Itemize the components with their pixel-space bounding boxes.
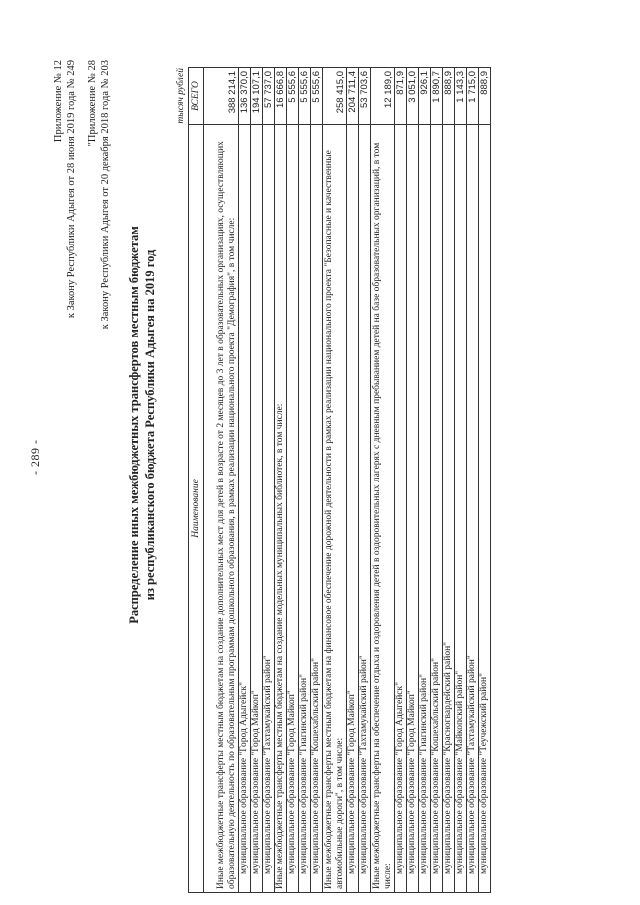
table-body [204, 68, 491, 893]
table-row [395, 68, 407, 893]
table-row [263, 68, 275, 893]
row-value: 204 711,4 [347, 68, 359, 125]
table-row [371, 68, 395, 893]
table-row [419, 68, 431, 893]
row-name: муниципальное образование "Тахтамукайский район" [467, 125, 479, 893]
row-value: 194 107,1 [251, 68, 263, 125]
row-value: 926,1 [419, 68, 431, 125]
row-value: 5 555,6 [299, 68, 311, 125]
table-row [299, 68, 311, 893]
row-name: муниципальное образование "Теучежский район" [479, 125, 491, 893]
row-name: муниципальное образование "Тахтамукайский район" [359, 125, 371, 893]
row-name: муниципальное образование "Город Майкоп" [347, 125, 359, 893]
table-row [311, 68, 323, 893]
row-value: 5 555,6 [311, 68, 323, 125]
table-row [455, 68, 467, 893]
table-row [239, 68, 251, 893]
row-value: 258 415,0 [323, 68, 347, 125]
table-row [347, 68, 359, 893]
row-name: муниципальное образование "Кошехабльский район" [431, 125, 443, 893]
table-header-row [189, 68, 204, 893]
row-name: муниципальное образование "Город Майкоп" [287, 125, 299, 893]
table-row [287, 68, 299, 893]
title-line-1: Распределение иных межбюджетных трансфертов местным бюджетам [127, 226, 141, 624]
table-row [479, 68, 491, 893]
row-name: муниципальное образование "Красногвардейский район" [443, 125, 455, 893]
row-name: Иные межбюджетные трансферты местным бюджетам на создание модельных муниципальных библиотек, в том числе: [275, 125, 287, 893]
row-value: 5 555,6 [287, 68, 299, 125]
row-name: муниципальное образование "Гиагинский район" [419, 125, 431, 893]
row-value: 1 715,0 [467, 68, 479, 125]
row-name: муниципальное образование "Кошехабльский район" [311, 125, 323, 893]
row-value: 57 737,0 [263, 68, 275, 125]
row-name: муниципальное образование "Город Майкоп" [251, 125, 263, 893]
row-name: муниципальное образование "Город Майкоп" [407, 125, 419, 893]
row-name: муниципальное образование "Майкопский район" [455, 125, 467, 893]
row-value: 871,9 [395, 68, 407, 125]
row-value: 888,9 [443, 68, 455, 125]
row-value: 16 666,8 [275, 68, 287, 125]
page-number: - 289 - [28, 439, 42, 475]
document-title [126, 165, 158, 685]
row-name: муниципальное образование "Город Адыгейск" [395, 125, 407, 893]
row-value: 1 143,3 [455, 68, 467, 125]
annex-line-4: к Закону Республики Адыгея от 20 декабря 2018 года № 203 [100, 60, 111, 330]
row-name: муниципальное образование "Гиагинский район" [299, 125, 311, 893]
row-value: 3 051,0 [407, 68, 419, 125]
transfers-table [188, 67, 491, 893]
row-value: 136 370,0 [239, 68, 251, 125]
row-name: Иные межбюджетные трансферты на обеспечение отдыха и оздоровления детей в оздоровительных лагерях с дневным пребыванием детей на базе образовательных организаций, в том числе: [371, 125, 395, 893]
annex-line-3: "Приложение № 28 [87, 60, 98, 147]
row-name: Иные межбюджетные трансферты местным бюджетам на создание дополнительных мест для детей в возрасте от 2 месяцев до 3 лет в образовательных организациях, осуществляющих образовательную деятельность по образовательным программам дошкольного образования, в рамках реализации национального проекта "Демография", в том числе: [204, 125, 239, 893]
row-name: муниципальное образование "Город Адыгейск" [239, 125, 251, 893]
row-name: муниципальное образование "Тахтамукайский район" [263, 125, 275, 893]
table-row [251, 68, 263, 893]
row-value: 12 189,0 [371, 68, 395, 125]
table-row [275, 68, 287, 893]
units-label: тысяч рублей [176, 68, 186, 124]
title-line-2: из республиканского бюджета Республики Адыгея на 2019 год [143, 249, 157, 601]
annex-line-2: к Закону Республики Адыгея от 28 июня 2019 года № 249 [66, 60, 77, 319]
row-name: Иные межбюджетные трансферты местным бюджетам на финансовое обеспечение дорожной деятельности в рамках реализации национального проекта "Безопасные и качественные автомобильные дороги", в том числе: [323, 125, 347, 893]
annex-header-current [52, 60, 78, 480]
table-row [467, 68, 479, 893]
table-row [443, 68, 455, 893]
row-value: 53 703,6 [359, 68, 371, 125]
row-value: 388 214,1 [204, 68, 239, 125]
table-row [323, 68, 347, 893]
header-name: Наименование [189, 125, 204, 893]
row-value: 888,9 [479, 68, 491, 125]
table-row [407, 68, 419, 893]
row-value: 1 890,7 [431, 68, 443, 125]
header-total: ВСЕГО [189, 68, 204, 125]
table-row [204, 68, 239, 893]
annex-line-1: Приложение № 12 [53, 60, 64, 143]
table-row [359, 68, 371, 893]
table-row [431, 68, 443, 893]
annex-header-original [86, 60, 112, 480]
